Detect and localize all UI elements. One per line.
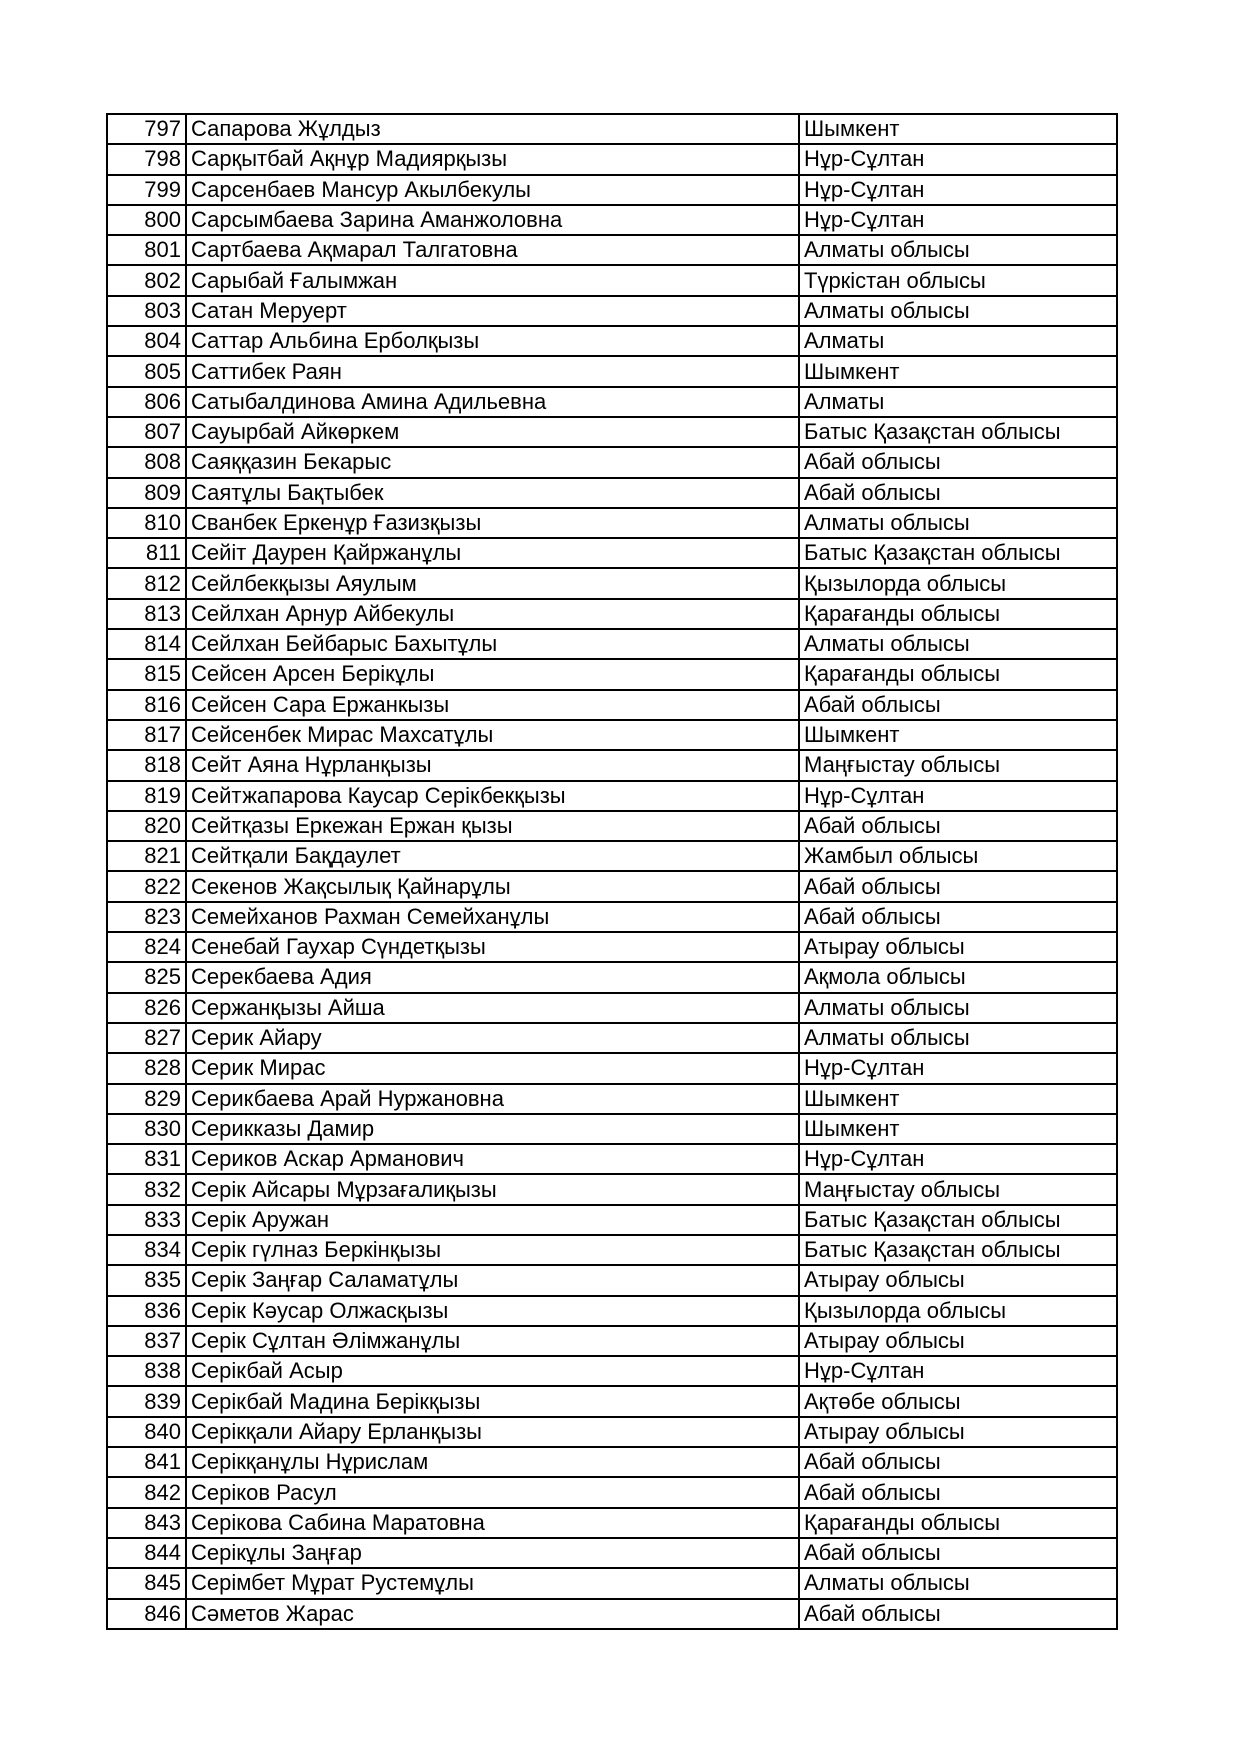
row-number-cell: 829 — [107, 1084, 186, 1114]
name-cell: Сейіт Даурен Қайржанұлы — [186, 538, 799, 568]
row-number-cell: 846 — [107, 1599, 186, 1629]
table-row — [107, 871, 1117, 901]
name-cell: Серік Сұлтан Әлімжанұлы — [186, 1326, 799, 1356]
row-number-cell: 798 — [107, 144, 186, 174]
region-cell: Нұр-Сұлтан — [799, 1144, 1117, 1174]
region-cell: Жамбыл облысы — [799, 841, 1117, 871]
row-number-cell: 845 — [107, 1568, 186, 1598]
table-row — [107, 538, 1117, 568]
name-cell: Сатыбалдинова Амина Адильевна — [186, 387, 799, 417]
region-cell: Нұр-Сұлтан — [799, 144, 1117, 174]
row-number-cell: 803 — [107, 296, 186, 326]
table-row — [107, 1023, 1117, 1053]
row-number-cell: 826 — [107, 993, 186, 1023]
region-cell: Алматы облысы — [799, 1023, 1117, 1053]
row-number-cell: 809 — [107, 478, 186, 508]
table-row — [107, 296, 1117, 326]
region-cell: Ақмола облысы — [799, 962, 1117, 992]
row-number-cell: 814 — [107, 629, 186, 659]
name-cell: Серикбаева Арай Нуржановна — [186, 1084, 799, 1114]
row-number-cell: 799 — [107, 175, 186, 205]
table-row — [107, 629, 1117, 659]
table-row — [107, 1053, 1117, 1083]
row-number-cell: 816 — [107, 690, 186, 720]
table-row — [107, 447, 1117, 477]
table-row — [107, 1326, 1117, 1356]
row-number-cell: 835 — [107, 1265, 186, 1295]
name-cell: Серік Айсары Мұрзағалиқызы — [186, 1174, 799, 1204]
region-cell: Батыс Қазақстан облысы — [799, 1235, 1117, 1265]
row-number-cell: 806 — [107, 387, 186, 417]
participants-table — [106, 113, 1118, 1630]
name-cell: Серікбай Мадина Берікқызы — [186, 1386, 799, 1416]
table-row — [107, 265, 1117, 295]
name-cell: Сапарова Жұлдыз — [186, 114, 799, 144]
region-cell: Алматы облысы — [799, 1568, 1117, 1598]
row-number-cell: 810 — [107, 508, 186, 538]
name-cell: Серікқали Айару Ерланқызы — [186, 1417, 799, 1447]
name-cell: Сейлхан Бейбарыс Бахытұлы — [186, 629, 799, 659]
row-number-cell: 839 — [107, 1386, 186, 1416]
table-row — [107, 326, 1117, 356]
name-cell: Сарсымбаева Зарина Аманжоловна — [186, 205, 799, 235]
name-cell: Серик Айару — [186, 1023, 799, 1053]
row-number-cell: 800 — [107, 205, 186, 235]
name-cell: Сейтжапарова Каусар Серікбекқызы — [186, 781, 799, 811]
region-cell: Атырау облысы — [799, 1326, 1117, 1356]
table-row — [107, 902, 1117, 932]
table-row — [107, 1508, 1117, 1538]
name-cell: Серік гүлназ Беркінқызы — [186, 1235, 799, 1265]
table-row — [107, 114, 1117, 144]
region-cell: Шымкент — [799, 1114, 1117, 1144]
table-row — [107, 659, 1117, 689]
region-cell: Түркістан облысы — [799, 265, 1117, 295]
row-number-cell: 822 — [107, 871, 186, 901]
region-cell: Нұр-Сұлтан — [799, 1356, 1117, 1386]
region-cell: Абай облысы — [799, 1599, 1117, 1629]
region-cell: Абай облысы — [799, 478, 1117, 508]
row-number-cell: 831 — [107, 1144, 186, 1174]
table-row — [107, 478, 1117, 508]
name-cell: Серікұлы Заңғар — [186, 1538, 799, 1568]
table-row — [107, 720, 1117, 750]
name-cell: Сванбек Еркенұр Ғазизқызы — [186, 508, 799, 538]
name-cell: Саттар Альбина Ерболқызы — [186, 326, 799, 356]
table-row — [107, 175, 1117, 205]
name-cell: Сауырбай Айкөркем — [186, 417, 799, 447]
region-cell: Алматы облысы — [799, 993, 1117, 1023]
row-number-cell: 807 — [107, 417, 186, 447]
row-number-cell: 821 — [107, 841, 186, 871]
row-number-cell: 823 — [107, 902, 186, 932]
table-row — [107, 1356, 1117, 1386]
table-row — [107, 1447, 1117, 1477]
region-cell: Шымкент — [799, 356, 1117, 386]
name-cell: Сейсен Сара Ержанкызы — [186, 690, 799, 720]
table-row — [107, 811, 1117, 841]
row-number-cell: 830 — [107, 1114, 186, 1144]
region-cell: Алматы облысы — [799, 235, 1117, 265]
row-number-cell: 819 — [107, 781, 186, 811]
table-row — [107, 1144, 1117, 1174]
region-cell: Нұр-Сұлтан — [799, 781, 1117, 811]
name-cell: Сарқытбай Ақнұр Мадиярқызы — [186, 144, 799, 174]
table-row — [107, 1084, 1117, 1114]
row-number-cell: 827 — [107, 1023, 186, 1053]
name-cell: Сәметов Жарас — [186, 1599, 799, 1629]
table-row — [107, 1265, 1117, 1295]
region-cell: Шымкент — [799, 720, 1117, 750]
region-cell: Маңғыстау облысы — [799, 1174, 1117, 1204]
row-number-cell: 843 — [107, 1508, 186, 1538]
table-row — [107, 508, 1117, 538]
row-number-cell: 817 — [107, 720, 186, 750]
row-number-cell: 801 — [107, 235, 186, 265]
row-number-cell: 836 — [107, 1296, 186, 1326]
name-cell: Саттибек Раян — [186, 356, 799, 386]
table-row — [107, 356, 1117, 386]
table-row — [107, 387, 1117, 417]
table-row — [107, 1417, 1117, 1447]
row-number-cell: 797 — [107, 114, 186, 144]
name-cell: Сейлбекқызы Аяулым — [186, 568, 799, 598]
row-number-cell: 805 — [107, 356, 186, 386]
name-cell: Сарсенбаев Мансур Акылбекулы — [186, 175, 799, 205]
region-cell: Абай облысы — [799, 447, 1117, 477]
region-cell: Алматы облысы — [799, 508, 1117, 538]
name-cell: Серікбай Асыр — [186, 1356, 799, 1386]
table-row — [107, 1538, 1117, 1568]
name-cell: Саятұлы Бақтыбек — [186, 478, 799, 508]
row-number-cell: 808 — [107, 447, 186, 477]
row-number-cell: 832 — [107, 1174, 186, 1204]
region-cell: Нұр-Сұлтан — [799, 205, 1117, 235]
row-number-cell: 815 — [107, 659, 186, 689]
table-row — [107, 1235, 1117, 1265]
table-row — [107, 1568, 1117, 1598]
region-cell: Атырау облысы — [799, 1265, 1117, 1295]
row-number-cell: 813 — [107, 599, 186, 629]
region-cell: Абай облысы — [799, 1538, 1117, 1568]
region-cell: Абай облысы — [799, 690, 1117, 720]
table-row — [107, 1386, 1117, 1416]
table-row — [107, 962, 1117, 992]
region-cell: Абай облысы — [799, 871, 1117, 901]
name-cell: Секенов Жақсылық Қайнарұлы — [186, 871, 799, 901]
name-cell: Саяққазин Бекарыс — [186, 447, 799, 477]
row-number-cell: 828 — [107, 1053, 186, 1083]
name-cell: Сейтқазы Еркежан Ержан қызы — [186, 811, 799, 841]
region-cell: Батыс Қазақстан облысы — [799, 1205, 1117, 1235]
region-cell: Қарағанды облысы — [799, 599, 1117, 629]
name-cell: Сартбаева Ақмарал Талгатовна — [186, 235, 799, 265]
region-cell: Ақтөбе облысы — [799, 1386, 1117, 1416]
region-cell: Абай облысы — [799, 1447, 1117, 1477]
table-row — [107, 932, 1117, 962]
row-number-cell: 824 — [107, 932, 186, 962]
row-number-cell: 825 — [107, 962, 186, 992]
table-row — [107, 144, 1117, 174]
table-row — [107, 750, 1117, 780]
region-cell: Атырау облысы — [799, 1417, 1117, 1447]
name-cell: Серіков Расул — [186, 1477, 799, 1507]
table-row — [107, 781, 1117, 811]
region-cell: Батыс Қазақстан облысы — [799, 417, 1117, 447]
table-row — [107, 1296, 1117, 1326]
table-row — [107, 568, 1117, 598]
row-number-cell: 844 — [107, 1538, 186, 1568]
name-cell: Серік Заңғар Саламатұлы — [186, 1265, 799, 1295]
name-cell: Сержанқызы Айша — [186, 993, 799, 1023]
row-number-cell: 842 — [107, 1477, 186, 1507]
region-cell: Қызылорда облысы — [799, 1296, 1117, 1326]
name-cell: Сериков Аскар Арманович — [186, 1144, 799, 1174]
region-cell: Шымкент — [799, 114, 1117, 144]
region-cell: Нұр-Сұлтан — [799, 175, 1117, 205]
region-cell: Алматы — [799, 387, 1117, 417]
row-number-cell: 820 — [107, 811, 186, 841]
name-cell: Сейтқали Бақдаулет — [186, 841, 799, 871]
row-number-cell: 841 — [107, 1447, 186, 1477]
name-cell: Серекбаева Адия — [186, 962, 799, 992]
region-cell: Қарағанды облысы — [799, 1508, 1117, 1538]
row-number-cell: 837 — [107, 1326, 186, 1356]
region-cell: Шымкент — [799, 1084, 1117, 1114]
table-row — [107, 599, 1117, 629]
region-cell: Абай облысы — [799, 811, 1117, 841]
region-cell: Абай облысы — [799, 1477, 1117, 1507]
name-cell: Серік Аружан — [186, 1205, 799, 1235]
name-cell: Серікқанұлы Нұрислам — [186, 1447, 799, 1477]
region-cell: Абай облысы — [799, 902, 1117, 932]
name-cell: Серік Кәусар Олжасқызы — [186, 1296, 799, 1326]
row-number-cell: 812 — [107, 568, 186, 598]
table-row — [107, 1205, 1117, 1235]
name-cell: Сатан Меруерт — [186, 296, 799, 326]
name-cell: Семейханов Рахман Семейханұлы — [186, 902, 799, 932]
region-cell: Батыс Қазақстан облысы — [799, 538, 1117, 568]
name-cell: Сейсен Арсен Берікұлы — [186, 659, 799, 689]
table-row — [107, 1599, 1117, 1629]
table-row — [107, 841, 1117, 871]
name-cell: Сейлхан Арнур Айбекулы — [186, 599, 799, 629]
table-row — [107, 993, 1117, 1023]
table-row — [107, 1174, 1117, 1204]
name-cell: Сарыбай Ғалымжан — [186, 265, 799, 295]
region-cell: Атырау облысы — [799, 932, 1117, 962]
name-cell: Сейт Аяна Нұрланқызы — [186, 750, 799, 780]
row-number-cell: 811 — [107, 538, 186, 568]
name-cell: Сейсенбек Мирас Махсатұлы — [186, 720, 799, 750]
row-number-cell: 804 — [107, 326, 186, 356]
row-number-cell: 818 — [107, 750, 186, 780]
region-cell: Алматы облысы — [799, 296, 1117, 326]
table-row — [107, 205, 1117, 235]
region-cell: Маңғыстау облысы — [799, 750, 1117, 780]
table-row — [107, 1477, 1117, 1507]
name-cell: Серик Мирас — [186, 1053, 799, 1083]
table-row — [107, 1114, 1117, 1144]
row-number-cell: 838 — [107, 1356, 186, 1386]
region-cell: Қызылорда облысы — [799, 568, 1117, 598]
table-body — [107, 114, 1117, 1629]
name-cell: Серікова Сабина Маратовна — [186, 1508, 799, 1538]
region-cell: Нұр-Сұлтан — [799, 1053, 1117, 1083]
name-cell: Серімбет Мұрат Рустемұлы — [186, 1568, 799, 1598]
region-cell: Алматы облысы — [799, 629, 1117, 659]
row-number-cell: 802 — [107, 265, 186, 295]
name-cell: Сенебай Гаухар Сүндетқызы — [186, 932, 799, 962]
row-number-cell: 833 — [107, 1205, 186, 1235]
region-cell: Алматы — [799, 326, 1117, 356]
table-row — [107, 235, 1117, 265]
name-cell: Серикказы Дамир — [186, 1114, 799, 1144]
region-cell: Қарағанды облысы — [799, 659, 1117, 689]
row-number-cell: 834 — [107, 1235, 186, 1265]
table-row — [107, 417, 1117, 447]
row-number-cell: 840 — [107, 1417, 186, 1447]
table-row — [107, 690, 1117, 720]
